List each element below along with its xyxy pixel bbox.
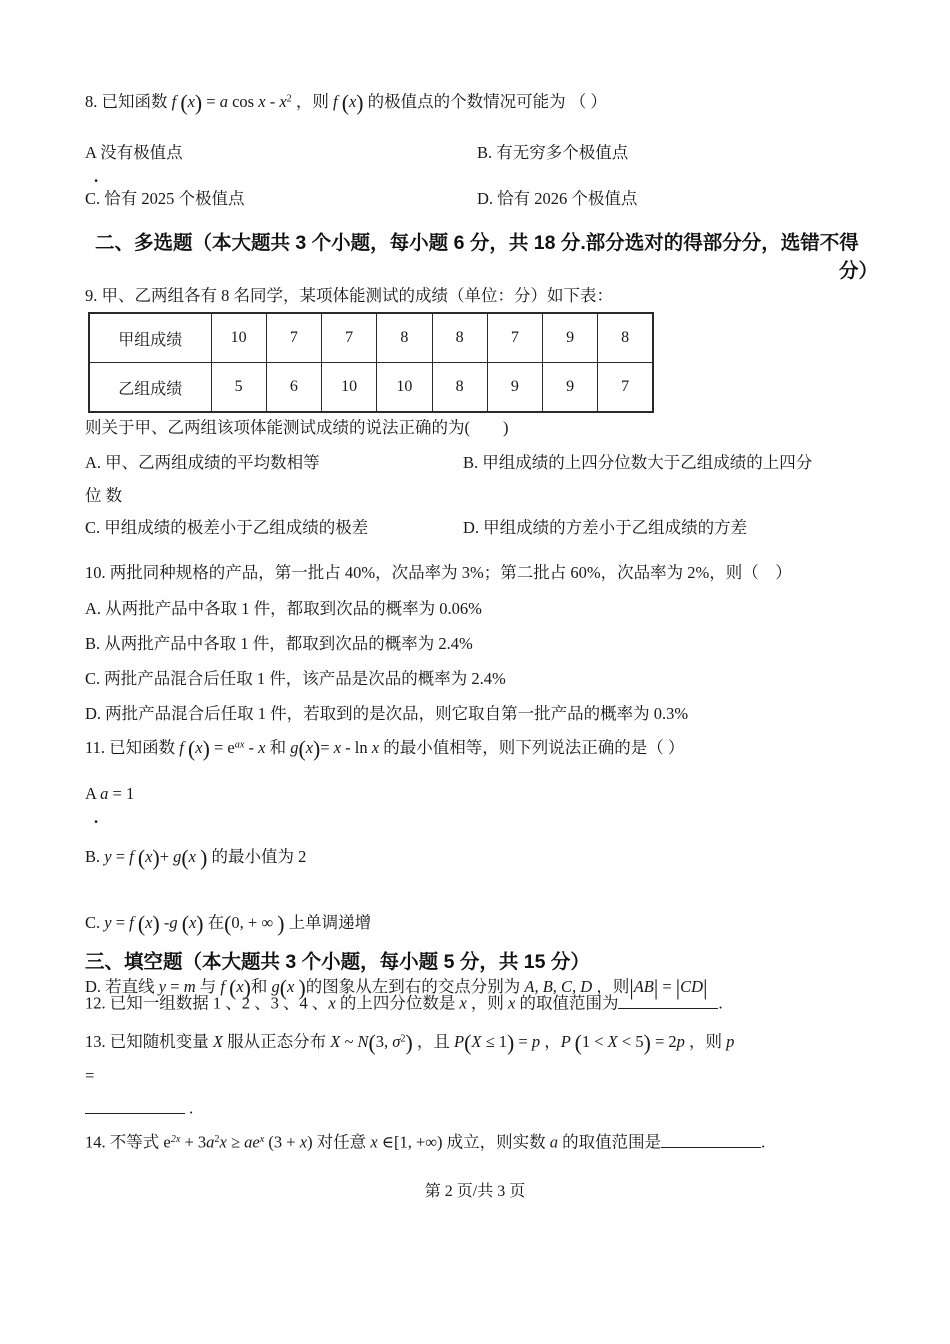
q8-option-d: D. 恰有 2026 个极值点 bbox=[477, 189, 638, 208]
section-2-header-line2: 分） bbox=[838, 259, 878, 282]
table-row-label: 甲组成绩 bbox=[89, 313, 211, 363]
q11-stem: 11. 已知函数 f $(x) = e^{ax} - x$ 和 g(x)= x - ln x 的最小值相等，则下列说法正确的是（ ） bbox=[85, 736, 685, 761]
q13-answer-blank: . bbox=[85, 1096, 878, 1121]
q9-after-table: 则关于甲、乙两组该项体能测试成绩的说法正确的为( ) bbox=[85, 418, 509, 437]
table-cell: 10 bbox=[377, 363, 432, 413]
table-row bbox=[89, 313, 653, 363]
q12-stem: 12. 已知一组数据 1 、2 、3 、4 、x 的上四分位数是 x ，则 x 的取值范围为 . bbox=[85, 991, 878, 1016]
table-row bbox=[89, 363, 653, 413]
section-2-header bbox=[85, 230, 878, 285]
q8-stem: 8. 已知函数 f (x) = a cos x - $x^2$ ，则 f (x) 的极值点的个数情况可能为 （ ） bbox=[85, 90, 607, 115]
table-cell: 10 bbox=[211, 313, 266, 363]
q9-option-c: C. 甲组成绩的极差小于乙组成绩的极差 bbox=[85, 518, 369, 537]
q9-option-a: A. 甲、乙两组成绩的平均数相等 bbox=[85, 453, 320, 472]
table-cell: 8 bbox=[432, 363, 487, 413]
q8-options-row-2 bbox=[85, 187, 878, 212]
table-cell: 5 bbox=[211, 363, 266, 413]
q9-score-table bbox=[88, 312, 654, 413]
q10-option-b: B. 从两批产品中各取 1 件，都取到次品的概率为 2.4% bbox=[85, 634, 473, 653]
q10-option-c: C. 两批产品混合后任取 1 件，该产品是次品的概率为 2.4% bbox=[85, 669, 506, 688]
table-cell: 7 bbox=[266, 313, 321, 363]
table-cell: 10 bbox=[322, 363, 377, 413]
q14-stem: 14. 不等式 $e^{2x} + 3a^2x \ge ae^x$ (3 + x) 对任意 x ∈[1, +∞) 成立，则实数 a 的取值范围是 . bbox=[85, 1130, 878, 1155]
q9-option-b: B. 甲组成绩的上四分位数大于乙组成绩的上四分 bbox=[463, 453, 813, 472]
table-cell: 7 bbox=[322, 313, 377, 363]
q8-option-a: A 没有极值点 . bbox=[85, 143, 183, 186]
q9-options-row-2 bbox=[85, 516, 878, 541]
table-cell: 7 bbox=[598, 363, 653, 413]
q8-options-row-1 bbox=[85, 141, 878, 186]
q9-option-d: D. 甲组成绩的方差小于乙组成绩的方差 bbox=[463, 518, 748, 537]
table-row-label: 乙组成绩 bbox=[89, 363, 211, 413]
q13-stem-line1: 13. 已知随机变量 X 服从正态分布 X ~ N(3, $\sigma^2$) ，且 P(X ≤ 1) = p ，P (1 < X < 5) = 2p ，则 p bbox=[85, 1030, 735, 1055]
table-cell: 6 bbox=[266, 363, 321, 413]
section-2-header-line1: 二、多选题（本大题共 3 个小题，每小题 6 分，共 18 分.部分选对的得部分分，选错不得 bbox=[95, 232, 859, 254]
q8-option-b: B. 有无穷多个极值点 bbox=[477, 143, 629, 162]
table-cell: 7 bbox=[487, 313, 542, 363]
table-cell: 9 bbox=[543, 363, 598, 413]
q10-option-a: A. 从两批产品中各取 1 件，都取到次品的概率为 0.06% bbox=[85, 599, 482, 618]
table-cell: 8 bbox=[598, 313, 653, 363]
q11-option-a: A a = 1 . bbox=[85, 784, 135, 827]
page-footer: 第 2 页/共 3 页 bbox=[424, 1183, 526, 1200]
table-cell: 9 bbox=[487, 363, 542, 413]
q13-stem-line2: = bbox=[85, 1066, 95, 1085]
q9-stem: 9. 甲、乙两组各有 8 名同学，某项体能测试的成绩（单位：分）如下表： bbox=[85, 286, 613, 305]
q10-option-d: D. 两批产品混合后任取 1 件，若取到的是次品，则它取自第一批产品的概率为 0.3% bbox=[85, 704, 689, 723]
q11-option-b: B. y = f (x)+ g(x ) 的最小值为 2 bbox=[85, 845, 307, 870]
q11-option-c: C. y = f (x) -g (x) 在(0, + ∞ ) 上单调递增 bbox=[85, 911, 372, 936]
section-3-header: 三、填空题（本大题共 3 个小题，每小题 5 分，共 15 分） bbox=[85, 951, 590, 973]
q10-stem: 10. 两批同种规格的产品，第一批占 40%，次品率为 3%；第二批占 60%，次品率为 2%，则（ ） bbox=[85, 563, 792, 582]
q9-options-row-1 bbox=[85, 451, 878, 476]
q9-option-b-wrap: 位 数 bbox=[85, 486, 123, 505]
table-cell: 9 bbox=[543, 313, 598, 363]
q8-option-c: C. 恰有 2025 个极值点 bbox=[85, 189, 245, 208]
table-cell: 8 bbox=[432, 313, 487, 363]
table-cell: 8 bbox=[377, 313, 432, 363]
q11-option-d: D. 若直线 y = m 与 f (x)和 g(x )的图象从左到右的交点分别为 A, B, C, D ，则|AB| = |CD| bbox=[85, 976, 708, 1001]
